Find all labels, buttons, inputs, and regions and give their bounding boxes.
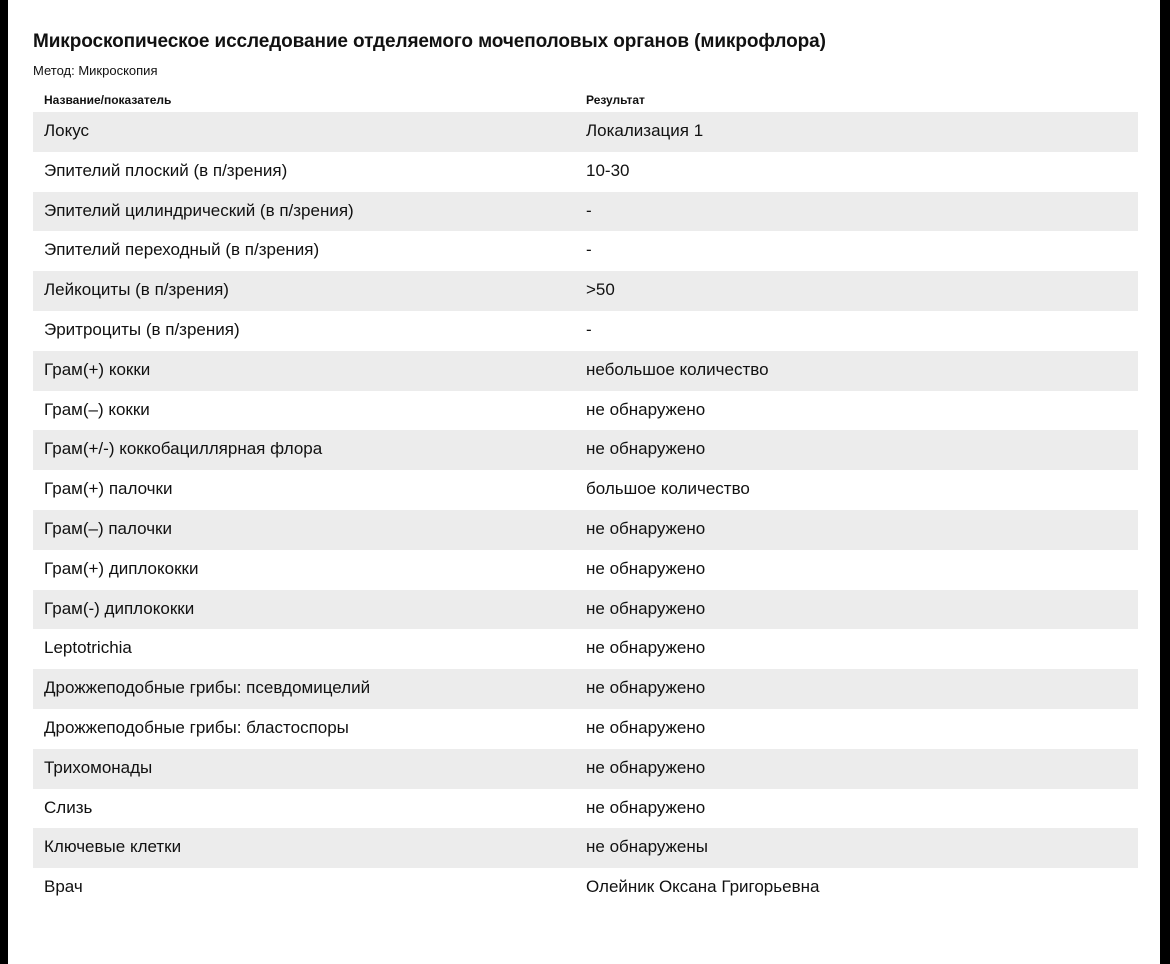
column-header-result: Результат xyxy=(586,93,645,107)
table-row xyxy=(33,789,1138,829)
row-name: Грам(–) кокки xyxy=(44,399,150,419)
row-name: Трихомонады xyxy=(44,757,153,777)
row-result: - xyxy=(586,200,592,220)
row-result: не обнаружено xyxy=(586,717,706,737)
row-result: большое количество xyxy=(586,479,750,499)
row-result: не обнаружено xyxy=(586,757,706,777)
table-row xyxy=(33,152,1138,192)
row-result: не обнаружено xyxy=(586,638,706,658)
table-row xyxy=(33,391,1138,431)
table-row xyxy=(33,868,1138,908)
row-name: Локус xyxy=(44,121,90,140)
row-name: Лейкоциты (в п/зрения) xyxy=(44,280,229,300)
table-row xyxy=(33,311,1138,351)
row-name: Грам(-) диплококки xyxy=(44,598,195,618)
table-header xyxy=(33,93,1138,111)
row-name: Грам(+) кокки xyxy=(44,359,151,379)
row-result: - xyxy=(586,240,592,260)
row-name: Эпителий плоский (в п/зрения) xyxy=(44,160,288,180)
row-result: не обнаружено xyxy=(586,439,706,459)
column-header-name: Название/показатель xyxy=(44,93,172,107)
row-result: не обнаружено xyxy=(586,598,706,618)
row-name: Дрожжеподобные грибы: бластоспоры xyxy=(44,717,349,737)
table-row xyxy=(33,430,1138,470)
row-result: небольшое количество xyxy=(586,359,769,379)
table-row xyxy=(33,510,1138,550)
row-result: не обнаружено xyxy=(586,558,706,578)
table-row xyxy=(33,749,1138,789)
table-row xyxy=(33,828,1138,868)
row-result: 10-30 xyxy=(586,160,630,180)
row-result: - xyxy=(586,319,592,339)
table-row xyxy=(33,351,1138,391)
table-row xyxy=(33,590,1138,630)
row-name: Эпителий переходный (в п/зрения) xyxy=(44,240,320,260)
row-name: Эпителий цилиндрический (в п/зрения) xyxy=(44,200,354,220)
row-name: Грам(+) палочки xyxy=(44,479,173,499)
table-row xyxy=(33,709,1138,749)
table-row xyxy=(33,550,1138,590)
table-row xyxy=(33,271,1138,311)
table-row xyxy=(33,669,1138,709)
row-name: Эритроциты (в п/зрения) xyxy=(44,319,240,339)
row-result: не обнаружено xyxy=(586,399,706,419)
document-page xyxy=(8,0,1160,964)
row-name: Грам(+/-) коккобациллярная флора xyxy=(44,439,323,459)
row-result: не обнаружено xyxy=(586,678,706,698)
row-result: не обнаружено xyxy=(586,518,706,538)
row-result: не обнаружены xyxy=(586,837,708,857)
row-result: не обнаружено xyxy=(586,797,706,817)
row-name: Грам(–) палочки xyxy=(44,518,172,538)
row-name: Дрожжеподобные грибы: псевдомицелий xyxy=(44,678,371,698)
row-name: Врач xyxy=(44,877,83,897)
method-label: Метод: Микроскопия xyxy=(33,63,158,78)
table-row xyxy=(33,192,1138,232)
row-name: Ключевые клетки xyxy=(44,837,182,857)
document-title: Микроскопическое исследование отделяемого мочеполовых органов (микрофлора) xyxy=(33,31,826,52)
table-row xyxy=(33,470,1138,510)
table-row xyxy=(33,629,1138,669)
row-name: Грам(+) диплококки xyxy=(44,558,199,578)
row-result: Локализация 1 xyxy=(586,121,704,140)
results-table xyxy=(33,112,1138,908)
table-row xyxy=(33,231,1138,271)
row-result: >50 xyxy=(586,280,615,300)
row-name: Leptotrichia xyxy=(44,638,132,658)
table-row xyxy=(33,112,1138,152)
row-name: Слизь xyxy=(44,797,93,817)
row-result: Олейник Оксана Григорьевна xyxy=(586,877,820,897)
